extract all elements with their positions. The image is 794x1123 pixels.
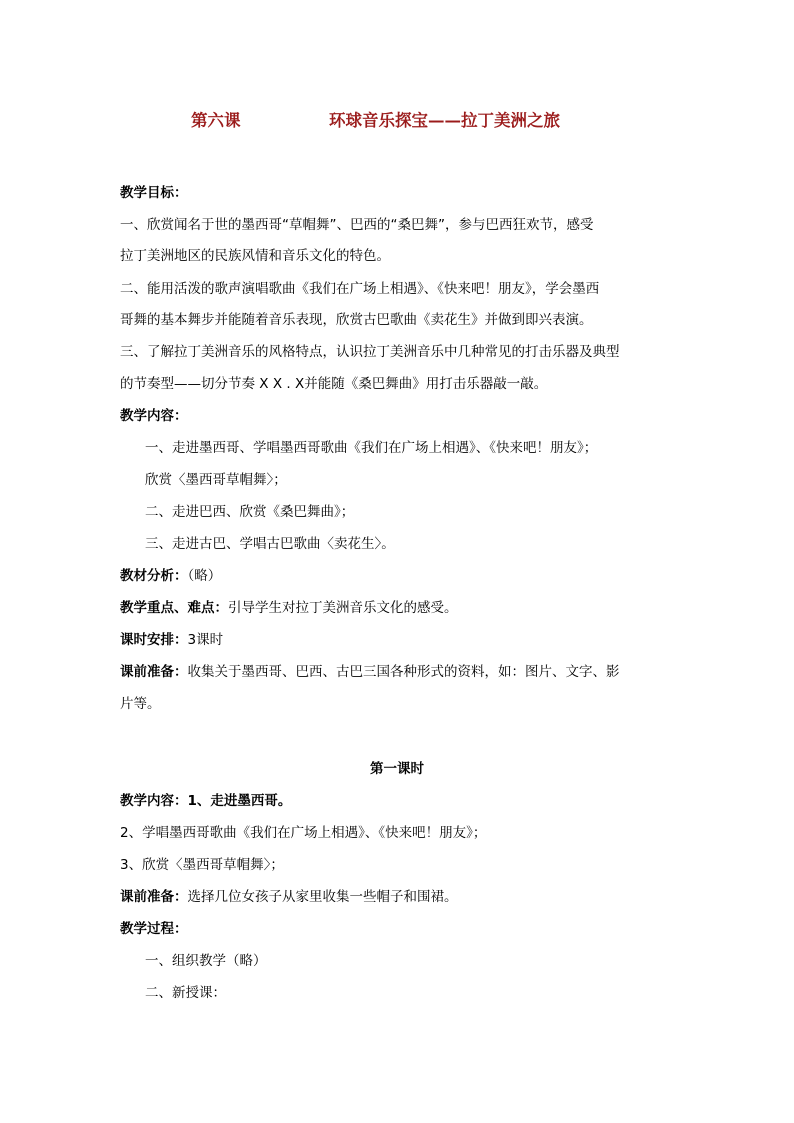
prep-continuation: 片等。	[120, 696, 161, 712]
lesson1-item: 3、欣赏〈墨西哥草帽舞〉；	[120, 857, 284, 873]
lesson1-prep-row	[120, 887, 680, 907]
lesson1-prep-value: 选择几位女孩子从家里收集一些帽子和围裙。	[187, 889, 458, 905]
lesson1-heading: 第一课时	[370, 761, 424, 777]
prep-row	[120, 662, 680, 682]
lesson-topic: 环球音乐探宝——拉丁美洲之旅	[329, 111, 560, 130]
keypoints-label: 教学重点、难点：	[120, 600, 228, 616]
objectives-heading: 教学目标：	[120, 185, 188, 201]
content-heading: 教学内容：	[120, 408, 188, 424]
objective-line: 哥舞的基本舞步并能随着音乐表现，欣赏古巴歌曲《卖花生》并做到即兴表演。	[120, 312, 593, 328]
schedule-label: 课时安排：	[120, 632, 188, 648]
prep-label: 课前准备：	[120, 664, 188, 680]
objective-line: 一、欣赏闻名于世的墨西哥“草帽舞”、巴西的“桑巴舞”，参与巴西狂欢节，感受	[120, 217, 594, 233]
process-heading: 教学过程：	[120, 921, 188, 937]
content-line: 二、走进巴西、欣赏《桑巴舞曲》；	[145, 504, 355, 520]
objective-line: 拉丁美洲地区的民族风情和音乐文化的特色。	[120, 248, 390, 264]
schedule-row	[120, 630, 680, 650]
analysis-label: 教材分析：	[120, 568, 188, 584]
objective-line: 的节奏型——切分节奏 X X . X并能随《桑巴舞曲》用打击乐器敲一敲。	[120, 376, 548, 392]
lesson1-content-value: 1、走进墨西哥。	[187, 793, 292, 809]
lesson1-item: 2、学唱墨西哥歌曲《我们在广场上相遇》、《快来吧！朋友》；	[120, 825, 487, 841]
lesson1-prep-label: 课前准备：	[120, 889, 188, 905]
lesson1-content-row	[120, 791, 680, 811]
keypoints-value: 引导学生对拉丁美洲音乐文化的感受。	[228, 600, 458, 616]
lesson1-content-label: 教学内容：	[120, 793, 188, 809]
analysis-row	[120, 566, 680, 586]
prep-value: 收集关于墨西哥、巴西、古巴三国各种形式的资料，如：图片、文字、影	[187, 664, 620, 680]
schedule-value: 3课时	[187, 632, 224, 648]
content-line: 欣赏〈墨西哥草帽舞〉；	[145, 472, 287, 488]
objective-line: 二、能用活泼的歌声演唱歌曲《我们在广场上相遇》、《快来吧！朋友》，学会墨西	[120, 281, 600, 297]
lesson-title	[0, 107, 794, 129]
objective-line: 三、了解拉丁美洲音乐的风格特点，认识拉丁美洲音乐中几种常见的打击乐器及典型	[120, 344, 620, 360]
lesson-number: 第六课	[191, 111, 241, 130]
process-step: 二、新授课：	[145, 985, 226, 1001]
content-line: 一、走进墨西哥、学唱墨西哥歌曲《我们在广场上相遇》、《快来吧！朋友》；	[145, 440, 598, 456]
keypoints-row	[120, 598, 680, 618]
analysis-value: （略）	[187, 568, 222, 584]
content-line: 三、走进古巴、学唱古巴歌曲〈卖花生〉。	[145, 536, 395, 552]
process-step: 一、组织教学（略）	[145, 953, 267, 969]
